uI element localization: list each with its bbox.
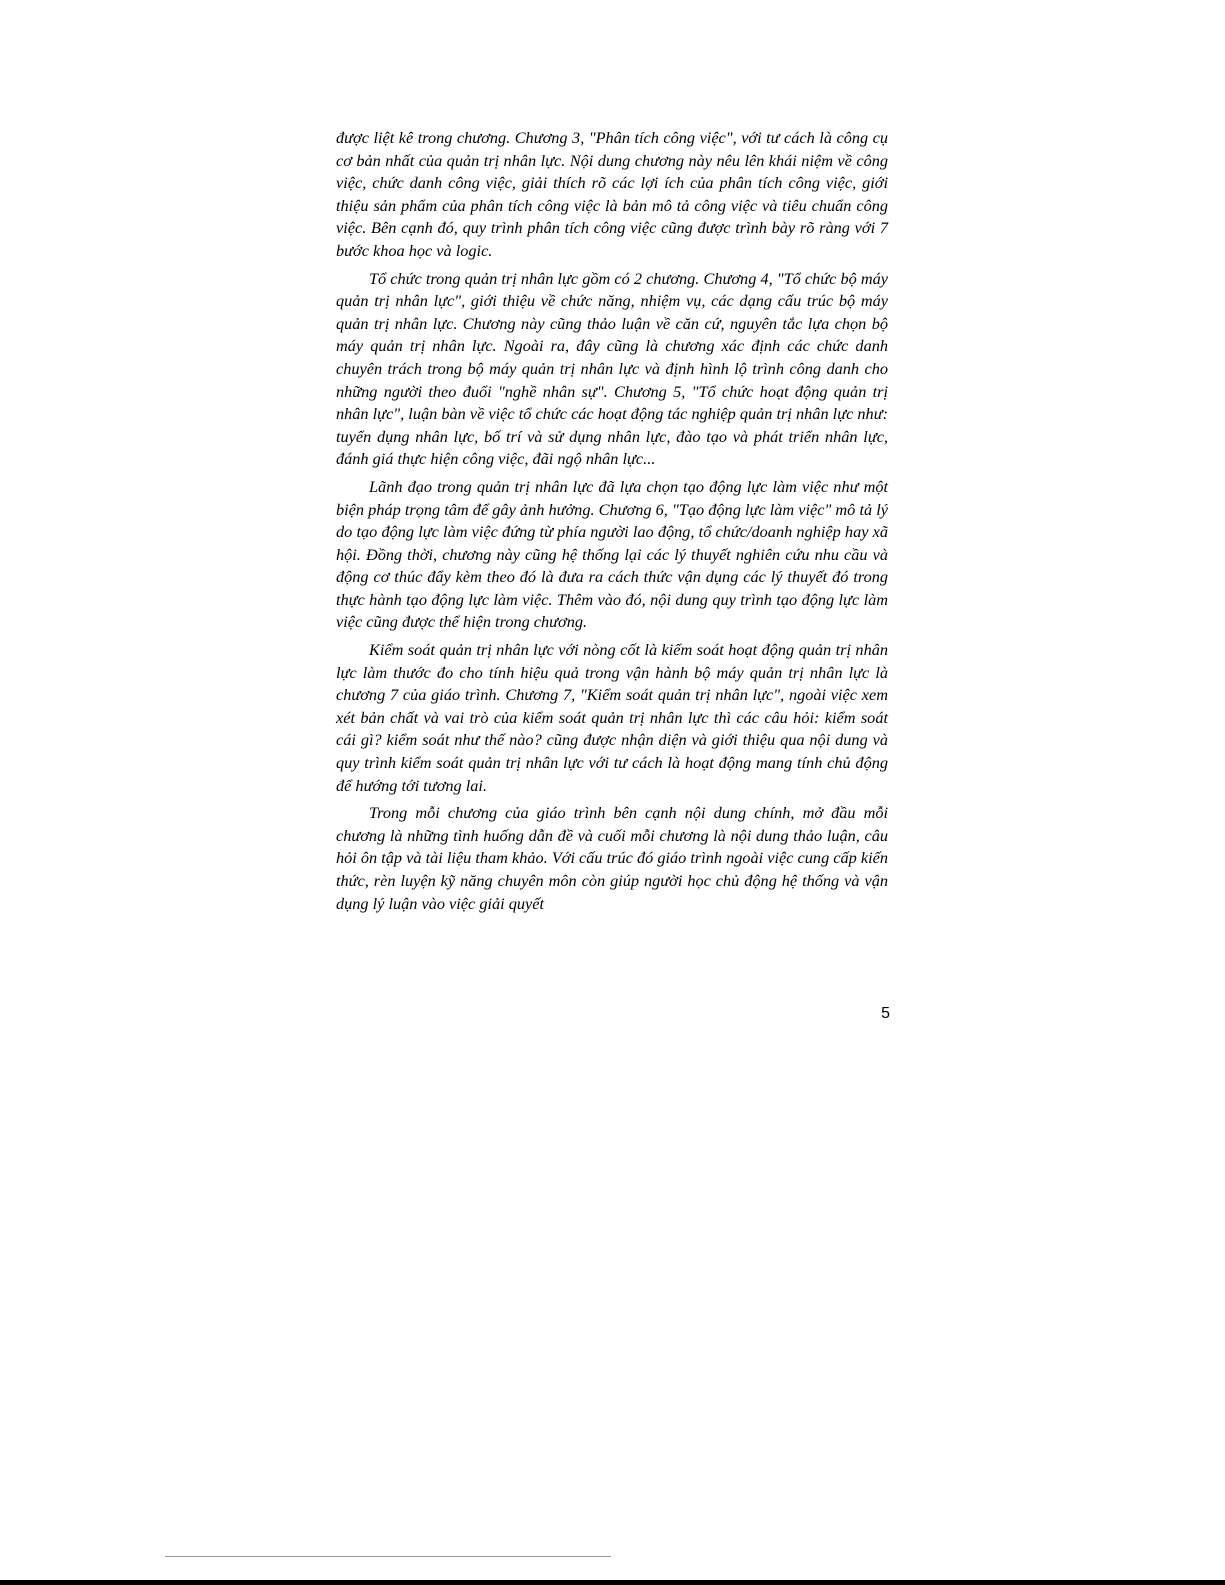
page-number: 5 — [881, 1005, 890, 1022]
paragraph-chapters-4-5: Tổ chức trong quản trị nhân lực gồm có 2 chương. Chương 4, "Tổ chức bộ máy quản trị nhân lực", giới thiệu về chức năng, nhiệm vụ, các dạng cấu trúc bộ máy quản trị nhân lực. Chương này cũng thảo luận về căn cứ, nguyên tắc lựa chọn bộ máy quản trị nhân lực. Ngoài ra, đây cũng là chương xác định các chức danh chuyên trách trong bộ máy quản trị nhân lực và định hình lộ trình công danh cho những người theo đuổi "nghề nhân sự". Chương 5, "Tổ chức hoạt động quản trị nhân lực", luận bàn về việc tổ chức các hoạt động tác nghiệp quản trị nhân lực như: tuyển dụng nhân lực, bố trí và sử dụng nhân lực, đào tạo và phát triển nhân lực, đánh giá thực hiện công việc, đãi ngộ nhân lực... — [336, 268, 888, 469]
footnote-divider — [165, 1556, 611, 1557]
page-bottom-border — [0, 1580, 1225, 1585]
paragraph-chapter-7: Kiểm soát quản trị nhân lực với nòng cốt là kiểm soát hoạt động quản trị nhân lực làm thước đo cho tính hiệu quả trong vận hành bộ máy quản trị nhân lực là chương 7 của giáo trình. Chương 7, "Kiểm soát quản trị nhân lực", ngoài việc xem xét bản chất và vai trò của kiểm soát quản trị nhân lực thì các câu hỏi: kiểm soát cái gì? kiểm soát như thế nào? cũng được nhận diện và giới thiệu qua nội dung và quy trình kiểm soát quản trị nhân lực với tư cách là hoạt động mang tính chủ động để hướng tới tương lai. — [336, 640, 888, 795]
paragraph-chapter-6: Lãnh đạo trong quản trị nhân lực đã lựa chọn tạo động lực làm việc như một biện pháp trọng tâm để gây ảnh hưởng. Chương 6, "Tạo động lực làm việc" mô tả lý do tạo động lực làm việc đứng từ phía người lao động, tổ chức/doanh nghiệp hay xã hội. Đồng thời, chương này cũng hệ thống lại các lý thuyết nghiên cứu nhu cầu và động cơ thúc đẩy kèm theo đó là đưa ra cách thức vận dụng các lý thuyết đó trong thực hành tạo động lực làm việc. Thêm vào đó, nội dung quy trình tạo động lực làm việc cũng được thể hiện trong chương. — [336, 476, 888, 632]
paragraph-structure: Trong mỗi chương của giáo trình bên cạnh nội dung chính, mở đầu mỗi chương là những tình huống dẫn đề và cuối mỗi chương là nội dung thảo luận, câu hỏi ôn tập và tài liệu tham khảo. Với cấu trúc đó giáo trình ngoài việc cung cấp kiến thức, rèn luyện kỹ năng chuyên môn còn giúp người học chủ động hệ thống và vận dụng lý luận vào việc giải quyết — [336, 803, 888, 913]
paragraph-chapter-3: được liệt kê trong chương. Chương 3, "Phân tích công việc", với tư cách là công cụ cơ bản nhất của quản trị nhân lực. Nội dung chương này nêu lên khái niệm về công việc, chức danh công việc, giải thích rõ các lợi ích của phân tích công việc, giới thiệu sản phẩm của phân tích công việc là bản mô tả công việc và tiêu chuẩn công việc. Bên cạnh đó, quy trình phân tích công việc cũng được trình bày rõ ràng với 7 bước khoa học và logic. — [336, 128, 888, 260]
body-text — [336, 127, 888, 920]
